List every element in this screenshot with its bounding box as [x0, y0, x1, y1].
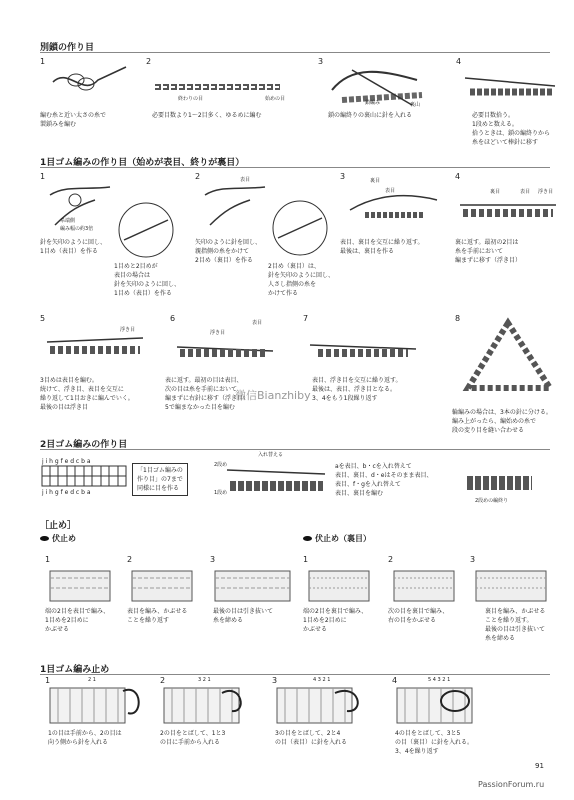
knit-row-illustration	[175, 335, 275, 365]
step-caption: 最後の目は引き抜いて 糸を締める	[213, 608, 274, 624]
knit-row-illustration	[45, 330, 145, 365]
label-row1: 1段め	[214, 490, 228, 496]
rib-fabric-illustration	[275, 683, 375, 725]
step-number: 7	[303, 314, 309, 323]
step-number: 4	[392, 676, 398, 685]
step-caption: 矢印のように針を回し、 親指側の糸をかけて 2目め（裏目）を作る	[195, 239, 262, 264]
step-caption: 裏に返す。最初の2目は 糸を手前において 編まずに移す（浮き目）	[455, 239, 522, 264]
section-title-1x1-rib-bind-off: 1目ゴム編み止め	[40, 665, 110, 675]
step-caption: 必要目数より1〜2目多く、ゆるめに編む	[152, 112, 262, 119]
knit-fabric-illustration	[48, 563, 113, 603]
step-number: 3	[470, 555, 476, 564]
step-caption: 編む糸と近い太さの糸で 製鎖みを編む	[40, 112, 107, 128]
label-knit: 表目	[240, 177, 251, 183]
page-number: 91	[535, 762, 544, 770]
bind-off-title: 伏止め	[40, 533, 76, 544]
step-number: 3	[318, 57, 324, 66]
detail-circle	[270, 198, 330, 258]
note-box: 「1目ゴム編みの 作り目」の7まで 同様に目を作る	[132, 463, 188, 496]
step-number: 2	[388, 555, 394, 564]
label-width: 編み幅の約3倍	[60, 226, 94, 232]
step-caption: 輪編みの場合は、3本の針に分ける。 編み上がったら、編始めの糸で 段の変り目を縫い合わせる	[452, 409, 552, 434]
label-purl: 裏目	[370, 178, 381, 184]
step-caption: 表目、浮き目を交互に繰り返す。 最後は、表目、浮き目となる。 3、4をもう1段繰り返す	[312, 377, 402, 402]
picked-up-stitches-illustration	[460, 68, 560, 102]
purl-fabric-illustration	[307, 563, 372, 603]
step-caption: 端の2目を表目で編み、 1目めを2目めに かぶせる	[45, 608, 110, 633]
step-number: 1	[45, 676, 51, 685]
step-number: 1	[45, 555, 51, 564]
label-row2: 2段め	[214, 462, 228, 468]
label-back-bump: 裏山	[410, 102, 421, 108]
step-caption: 鎖の編終りの裏山に針を入れる	[328, 112, 413, 119]
step-caption: 必要目数拾う。 1段めと数える。 拾うときは、鎖の編終りから 糸をほどいて棒針に移す	[472, 112, 551, 146]
step-number: 8	[455, 314, 461, 323]
step-caption: 4の目をとばして、3と5 の目（裏目）に針を入れる。 3、4を繰り返す	[395, 730, 474, 755]
finished-2x2-rib-illustration	[462, 470, 537, 496]
chart-letters-top: j i h g f e d c b a	[42, 458, 91, 465]
three-needle-triangle-illustration	[458, 318, 558, 393]
divider	[40, 167, 550, 168]
detail-circle	[116, 200, 176, 260]
step-caption: 表目を編み、かぶせる ことを繰り返す	[127, 608, 188, 624]
stitch-chart	[42, 466, 127, 488]
divider	[40, 52, 550, 53]
label-knit: 表目	[252, 320, 263, 326]
step-caption: 3の目をとばして、2と4 の目（表目）に針を入れる	[275, 730, 348, 746]
step-number: 2	[127, 555, 133, 564]
step-caption: aを表目、b・cを入れ替えて 表目、裏目、d・eはそのまま表目、 表目、f・gを入れ替えて 表目、裏目を編む	[335, 463, 433, 497]
rib-fabric-illustration	[395, 683, 495, 725]
step-caption: 次の目を裏目で編み、 右の目をかぶせる	[388, 608, 449, 624]
label-tail: 糸端側	[60, 218, 76, 224]
rib-fabric-illustration	[162, 683, 262, 725]
swap-stitches-illustration	[225, 462, 330, 500]
label-slip: 浮き目	[210, 330, 226, 336]
step-caption: 端の2目を裏目で編み、 1目めを2目めに かぶせる	[303, 608, 368, 633]
knit-fabric-illustration	[213, 563, 293, 603]
step-number: 1	[40, 57, 46, 66]
step-caption: 2の目をとばして、1と3 の目に手前から入れる	[160, 730, 226, 746]
step-number: 1	[40, 172, 46, 181]
step-caption: 表に返す。最初の目は表目、 次の目は糸を手前において 編まずに右針に移す（浮き目） 5で編まなかった目を編む	[165, 377, 250, 411]
label-purl: 裏目	[490, 189, 501, 195]
step-caption: 3目めは表目を編む。 続けて、浮き目、表目を交互に 繰り返して1目おきに編んでいく。 最後の目は浮き目	[40, 377, 134, 411]
stitch-numbers: 5 4 3 2 1	[428, 677, 451, 683]
rib-fabric-illustration	[48, 683, 148, 725]
step-caption: 針を矢印のように回し、 1目め（表目）を作る	[40, 239, 107, 255]
label-knit: 表目	[520, 189, 531, 195]
section-title-1x1-rib-cast-on: 1目ゴム編みの作り目（始めが表目、終りが裏目）	[40, 158, 245, 168]
watermark: 微信Bianzhiby	[235, 389, 311, 402]
stitch-numbers: 4 3 2 1	[313, 677, 331, 683]
footer-site: PassionForum.ru	[478, 780, 545, 789]
slip-stitch-row-illustration	[458, 195, 558, 225]
purl-fabric-illustration	[392, 563, 457, 603]
divider	[40, 674, 550, 675]
step-caption: 裏目を編み、かぶせる ことを繰り返す。 最後の目は引き抜いて 糸を締める	[485, 608, 546, 642]
step-number: 4	[455, 172, 461, 181]
cast-on-hand-illustration	[200, 175, 270, 235]
step-number: 2	[195, 172, 201, 181]
step-caption: 1の目は手前から、2の目は 向う側から針を入れる	[48, 730, 122, 746]
stitch-numbers: 3 2 1	[198, 677, 211, 683]
step-number: 1	[303, 555, 309, 564]
step-number: 3	[210, 555, 216, 564]
divider	[40, 449, 550, 450]
crochet-chain-illustration	[48, 62, 128, 102]
label-slip: 浮き目	[120, 327, 136, 333]
label-slip: 浮き目	[538, 189, 554, 195]
step-number: 4	[456, 57, 462, 66]
chart-letters-bottom: j i h g f e d c b a	[42, 489, 91, 496]
section-title-provisional-cast-on: 別鎖の作り目	[40, 43, 95, 53]
step-caption: 表目、裏目を交互に繰り返す。 最後は、裏目を作る	[340, 239, 424, 255]
label-row2-end: 2段めの編終り	[475, 498, 509, 504]
step-number: 2	[160, 676, 166, 685]
step-number: 5	[40, 314, 46, 323]
purl-fabric-illustration	[474, 563, 549, 603]
stitch-numbers: 2 1	[88, 677, 96, 683]
knit-fabric-illustration	[130, 563, 195, 603]
step-sub-caption: 1目めと2目めが 表目の場合は 針を矢印のように回し、 1目め（表目）を作る	[114, 263, 181, 297]
step-number: 2	[146, 57, 152, 66]
bind-off-header: ［止め］	[40, 521, 77, 531]
alternating-cast-on-illustration	[345, 180, 440, 235]
step-number: 3	[340, 172, 346, 181]
bind-off-purl-title: 伏止め（裏目）	[303, 533, 371, 544]
label-knit: 表目	[385, 188, 396, 194]
step-sub-caption: 2目め（裏目）は、 針を矢印のように回し、 人さし指側の糸を かけて作る	[268, 263, 335, 297]
label-end-stitch: 終わりの目	[178, 96, 204, 102]
step-number: 3	[272, 676, 278, 685]
step-number: 6	[170, 314, 176, 323]
label-swap: 入れ替える	[258, 452, 284, 458]
label-start-stitch: 始めの目	[265, 96, 286, 102]
label-chain: 鎖編み	[365, 100, 381, 106]
knit-row-illustration	[308, 335, 418, 365]
section-title-2x2-rib-cast-on: 2目ゴム編みの作り目	[40, 440, 128, 450]
